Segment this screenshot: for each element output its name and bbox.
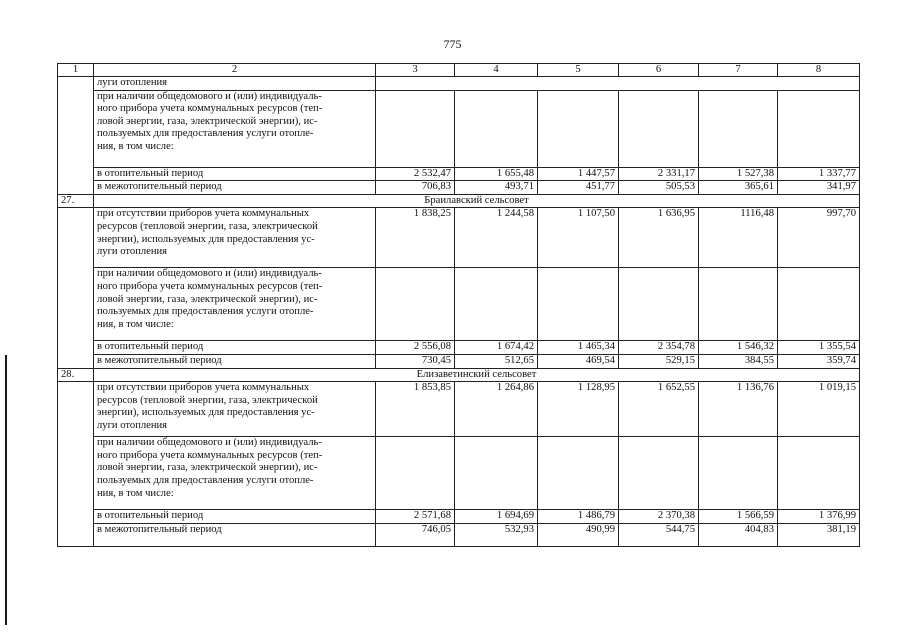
- section-number: 27.: [58, 194, 94, 208]
- value-cell: 2 532,47: [376, 167, 455, 181]
- table-row: [58, 208, 860, 268]
- table-row: [58, 341, 860, 355]
- table-row: [58, 167, 860, 181]
- value-cell: 1116,48: [699, 208, 778, 268]
- value-cell: 1 694,69: [455, 510, 538, 524]
- table-row: [58, 510, 860, 524]
- label-line: пользуемых для предоставления услуги отопле-: [97, 128, 314, 140]
- label-line: луги отопления: [97, 246, 168, 258]
- label-line: ния, в том числе:: [97, 487, 174, 499]
- value-cell: 730,45: [376, 354, 455, 368]
- row-label: в отопительный период: [94, 510, 376, 524]
- value-cell: 1 838,25: [376, 208, 455, 268]
- label-line: при отсутствии приборов учета коммунальных: [97, 382, 310, 394]
- value-cell: 1 486,79: [538, 510, 619, 524]
- label-line: ловой энергии, газа, электрической энергии), ис-: [97, 293, 318, 305]
- value-cell: 381,19: [778, 523, 860, 546]
- table-row: [58, 437, 860, 510]
- table-row: [58, 77, 860, 91]
- table-row: [58, 382, 860, 437]
- value-cell: 404,83: [699, 523, 778, 546]
- value-cell: 1 566,59: [699, 510, 778, 524]
- scan-edge-mark: [5, 355, 7, 625]
- column-number: 2: [94, 64, 376, 77]
- value-cell: 1 853,85: [376, 382, 455, 437]
- value-cell: 1 655,48: [455, 167, 538, 181]
- value-cell: 512,65: [455, 354, 538, 368]
- value-cell: 365,61: [699, 181, 778, 195]
- value-cell: 2 370,38: [619, 510, 699, 524]
- label-line: ного прибора учета коммунальных ресурсов (теп-: [97, 280, 323, 292]
- value-cell: 469,54: [538, 354, 619, 368]
- column-number-row: [58, 64, 860, 77]
- label-line: пользуемых для предоставления услуги отопле-: [97, 474, 314, 486]
- value-cell: 1 264,86: [455, 382, 538, 437]
- value-cell: 1 447,57: [538, 167, 619, 181]
- value-cell: 1 376,99: [778, 510, 860, 524]
- table-row: [58, 268, 860, 341]
- table-row: [58, 354, 860, 368]
- value-cell: 544,75: [619, 523, 699, 546]
- section-row: [58, 368, 860, 382]
- row-label: луги отопления: [94, 77, 376, 91]
- row-label: [94, 382, 376, 437]
- value-cell: 1 337,77: [778, 167, 860, 181]
- table-row: [58, 90, 860, 167]
- column-number: 1: [58, 64, 94, 77]
- tariff-table: [57, 63, 860, 547]
- label-line: ния, в том числе:: [97, 140, 174, 152]
- value-cell: 2 331,17: [619, 167, 699, 181]
- value-cell: 451,77: [538, 181, 619, 195]
- value-cell: 997,70: [778, 208, 860, 268]
- column-number: 5: [538, 64, 619, 77]
- value-cell: 746,05: [376, 523, 455, 546]
- value-cell: 384,55: [699, 354, 778, 368]
- value-cell: 341,97: [778, 181, 860, 195]
- label-line: при наличии общедомового и (или) индивидуаль-: [97, 437, 322, 449]
- section-row: [58, 194, 860, 208]
- label-line: при отсутствии приборов учета коммунальных: [97, 208, 310, 220]
- value-cell: 493,71: [455, 181, 538, 195]
- section-title: Браилавский сельсовет: [94, 194, 860, 208]
- value-cell: 529,15: [619, 354, 699, 368]
- value-cell: 1 244,58: [455, 208, 538, 268]
- table-row: [58, 181, 860, 195]
- value-cell: 1 636,95: [619, 208, 699, 268]
- label-line: ресурсов (тепловой энергии, газа, электрической: [97, 220, 318, 232]
- value-cell: 2 556,08: [376, 341, 455, 355]
- label-line: при наличии общедомового и (или) индивидуаль-: [97, 268, 322, 280]
- label-line: энергии), используемых для предоставления ус-: [97, 407, 315, 419]
- row-label: в отопительный период: [94, 167, 376, 181]
- label-line: энергии), используемых для предоставления ус-: [97, 233, 315, 245]
- row-label: в межотопительный период: [94, 354, 376, 368]
- section-title: Елизаветинский сельсовет: [94, 368, 860, 382]
- value-cell: 1 546,32: [699, 341, 778, 355]
- value-cell: 490,99: [538, 523, 619, 546]
- column-number: 8: [778, 64, 860, 77]
- value-cell: 2 571,68: [376, 510, 455, 524]
- label-line: ресурсов (тепловой энергии, газа, электрической: [97, 394, 318, 406]
- value-cell: 706,83: [376, 181, 455, 195]
- label-line: пользуемых для предоставления услуги отопле-: [97, 306, 314, 318]
- section-number: 28.: [58, 368, 94, 382]
- value-cell: 1 527,38: [699, 167, 778, 181]
- row-label: [94, 90, 376, 167]
- value-cell: 359,74: [778, 354, 860, 368]
- value-cell: 1 128,95: [538, 382, 619, 437]
- value-cell: 1 107,50: [538, 208, 619, 268]
- row-label: [94, 437, 376, 510]
- label-line: ного прибора учета коммунальных ресурсов (теп-: [97, 103, 323, 115]
- value-cell: 1 465,34: [538, 341, 619, 355]
- column-number: 4: [455, 64, 538, 77]
- label-line: ловой энергии, газа, электрической энергии), ис-: [97, 115, 318, 127]
- label-line: ного прибора учета коммунальных ресурсов (теп-: [97, 449, 323, 461]
- row-label: [94, 208, 376, 268]
- value-cell: 1 652,55: [619, 382, 699, 437]
- column-number: 3: [376, 64, 455, 77]
- label-line: ловой энергии, газа, электрической энергии), ис-: [97, 462, 318, 474]
- value-cell: 1 355,54: [778, 341, 860, 355]
- column-number: 6: [619, 64, 699, 77]
- label-line: ния, в том числе:: [97, 318, 174, 330]
- value-cell: 1 019,15: [778, 382, 860, 437]
- value-cell: 1 136,76: [699, 382, 778, 437]
- row-label: [94, 268, 376, 341]
- value-cell: 505,53: [619, 181, 699, 195]
- label-line: при наличии общедомового и (или) индивидуаль-: [97, 90, 322, 102]
- row-label: в отопительный период: [94, 341, 376, 355]
- value-cell: 2 354,78: [619, 341, 699, 355]
- value-cell: 532,93: [455, 523, 538, 546]
- label-line: луги отопления: [97, 419, 168, 431]
- column-number: 7: [699, 64, 778, 77]
- row-label: в межотопительный период: [94, 181, 376, 195]
- table-row: [58, 523, 860, 546]
- row-label: в межотопительный период: [94, 523, 376, 546]
- value-cell: 1 674,42: [455, 341, 538, 355]
- page-number: 775: [443, 37, 462, 51]
